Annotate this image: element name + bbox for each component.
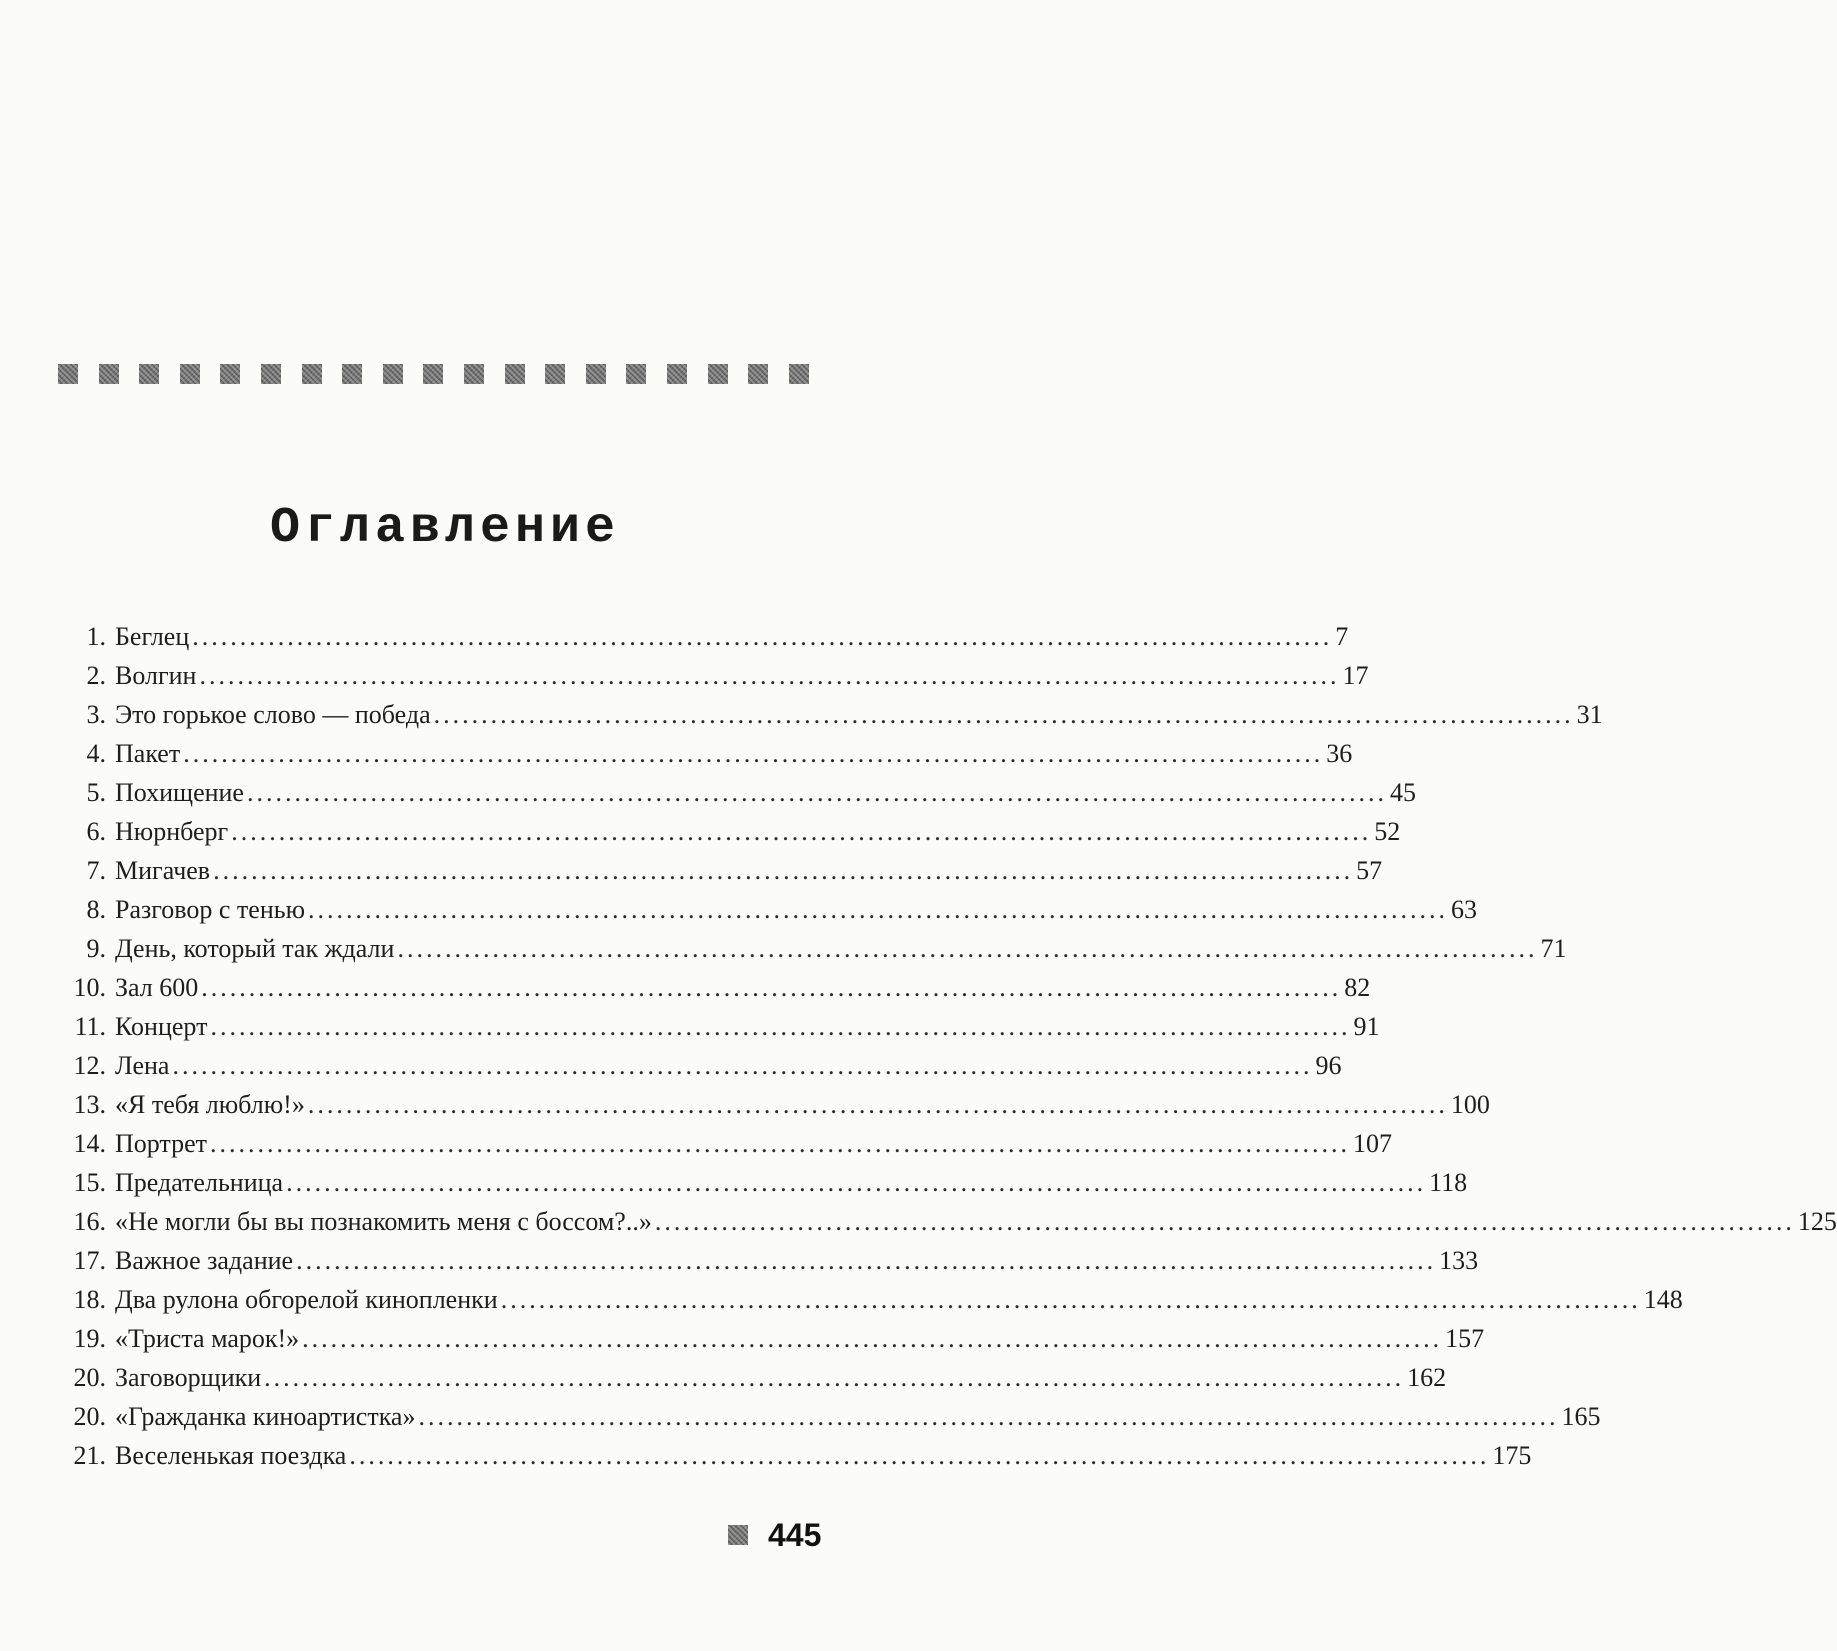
decorative-square-icon [383, 364, 403, 384]
dot-leader: ........................................................................................................................ [397, 934, 1538, 963]
chapter-title: День, который так ждали [115, 934, 395, 963]
chapter-number: 17. [73, 1246, 106, 1275]
toc-entry [62, 1163, 1468, 1202]
chapter-page: 125 [1797, 1207, 1837, 1236]
toc-entry [62, 1397, 1601, 1436]
chapter-page: 107 [1353, 1129, 1393, 1158]
chapter-number: 6. [86, 817, 106, 846]
chapter-number: 2. [86, 661, 106, 690]
chapter-title: Два рулона обгорелой кинопленки [115, 1285, 498, 1314]
dot-leader: ........................................................................................................................ [172, 1051, 1313, 1080]
decorative-square-icon [139, 364, 159, 384]
chapter-number: 14. [73, 1129, 106, 1158]
dot-leader: ........................................................................................................................ [246, 778, 1387, 807]
dot-leader: ........................................................................................................................ [349, 1441, 1490, 1470]
chapter-number: 20. [73, 1363, 106, 1392]
chapter-page: 133 [1439, 1246, 1479, 1275]
toc-entry [62, 929, 1567, 968]
toc-entry [62, 1280, 1683, 1319]
toc-entry [62, 1085, 1490, 1124]
chapter-title: Волгин [115, 661, 197, 690]
toc-entry [62, 617, 1349, 656]
chapter-title: «Гражданка киноартистка» [115, 1402, 416, 1431]
chapter-number: 16. [73, 1207, 106, 1236]
decorative-square-icon [667, 364, 687, 384]
chapter-page: 82 [1344, 973, 1371, 1002]
page-title: Оглавление [269, 500, 621, 557]
chapter-title: Это горькое слово — победа [115, 700, 431, 729]
decorative-square-icon [99, 364, 119, 384]
toc-entry [62, 1358, 1447, 1397]
decorative-square-icon [505, 364, 525, 384]
dot-leader: ........................................................................................................................ [296, 1246, 1437, 1275]
chapter-title: Мигачев [115, 856, 211, 885]
chapter-page: 100 [1450, 1090, 1490, 1119]
decorative-square-icon [423, 364, 443, 384]
chapter-number: 12. [73, 1051, 106, 1080]
dot-leader: ........................................................................................................................ [433, 700, 1574, 729]
dot-leader: ........................................................................................................................ [231, 817, 1372, 846]
page-number: 445 [768, 1516, 822, 1553]
chapter-number: 5. [86, 778, 106, 807]
dot-leader: ........................................................................................................................ [199, 661, 1340, 690]
chapter-page: 52 [1374, 817, 1401, 846]
dot-leader: ........................................................................................................................ [201, 973, 1342, 1002]
decorative-square-icon [708, 364, 728, 384]
dot-leader: ........................................................................................................................ [210, 1012, 1351, 1041]
chapter-title: Разговор с тенью [115, 895, 306, 924]
chapter-page: 71 [1540, 934, 1567, 963]
dot-leader: ........................................................................................................................ [264, 1363, 1405, 1392]
chapter-page: 45 [1389, 778, 1416, 807]
chapter-title: Концерт [115, 1012, 208, 1041]
decorative-square-icon [728, 1525, 748, 1545]
dot-leader: ........................................................................................................................ [307, 1090, 1448, 1119]
decorative-square-icon [58, 364, 78, 384]
chapter-title: Пакет [115, 739, 181, 768]
chapter-page: 148 [1643, 1285, 1683, 1314]
chapter-page: 63 [1451, 895, 1478, 924]
chapter-number: 3. [86, 700, 106, 729]
chapter-number: 13. [73, 1090, 106, 1119]
chapter-page: 7 [1335, 622, 1349, 651]
chapter-number: 15. [73, 1168, 106, 1197]
chapter-number: 9. [86, 934, 106, 963]
decorative-square-icon [464, 364, 484, 384]
toc-entry [62, 890, 1478, 929]
toc-entry [62, 656, 1369, 695]
chapter-page: 175 [1492, 1441, 1532, 1470]
dot-leader: ........................................................................................................................ [183, 739, 1324, 768]
chapter-title: Зал 600 [115, 973, 199, 1002]
decorative-square-icon [261, 364, 281, 384]
chapter-page: 36 [1326, 739, 1353, 768]
decorative-square-icon [342, 364, 362, 384]
toc-entry [62, 1202, 1837, 1241]
dot-leader: ........................................................................................................................ [500, 1285, 1641, 1314]
decorative-square-icon [545, 364, 565, 384]
chapter-page: 118 [1429, 1168, 1468, 1197]
chapter-page: 31 [1576, 700, 1603, 729]
toc-entry [62, 1124, 1393, 1163]
chapter-page: 165 [1561, 1402, 1601, 1431]
dot-leader: ........................................................................................................................ [213, 856, 1354, 885]
toc-entry [62, 734, 1353, 773]
decorative-square-icon [302, 364, 322, 384]
chapter-page: 96 [1315, 1051, 1342, 1080]
chapter-number: 20. [73, 1402, 106, 1431]
toc-entry [62, 851, 1383, 890]
chapter-page: 91 [1353, 1012, 1380, 1041]
chapter-page: 17 [1342, 661, 1369, 690]
chapter-title: «Я тебя люблю!» [115, 1090, 305, 1119]
decorative-square-icon [220, 364, 240, 384]
toc-entry [62, 695, 1603, 734]
table-of-contents [62, 617, 1837, 1475]
dot-leader: ........................................................................................................................ [286, 1168, 1427, 1197]
toc-entry [62, 1046, 1342, 1085]
dot-leader: ........................................................................................................................ [308, 895, 1449, 924]
chapter-number: 11. [74, 1012, 106, 1041]
chapter-title: Беглец [115, 622, 190, 651]
chapter-number: 7. [86, 856, 106, 885]
chapter-number: 1. [86, 622, 106, 651]
chapter-number: 8. [86, 895, 106, 924]
chapter-number: 21. [73, 1441, 106, 1470]
chapter-title: Веселенькая поездка [115, 1441, 347, 1470]
decorative-square-icon [748, 364, 768, 384]
chapter-title: Важное задание [115, 1246, 294, 1275]
chapter-title: «Триста марок!» [115, 1324, 300, 1353]
dot-leader: ........................................................................................................................ [192, 622, 1333, 651]
chapter-page: 162 [1407, 1363, 1447, 1392]
chapter-number: 18. [73, 1285, 106, 1314]
toc-entry [62, 1007, 1380, 1046]
decorative-square-icon [789, 364, 809, 384]
chapter-page: 157 [1445, 1324, 1485, 1353]
chapter-title: Заговорщики [115, 1363, 262, 1392]
chapter-number: 4. [86, 739, 106, 768]
chapter-number: 10. [73, 973, 106, 1002]
decorative-squares-row [58, 364, 852, 386]
chapter-title: Похищение [115, 778, 244, 807]
chapter-title: Портрет [115, 1129, 208, 1158]
toc-entry [62, 773, 1416, 812]
chapter-title: Нюрнберг [115, 817, 229, 846]
dot-leader: ........................................................................................................................ [654, 1207, 1795, 1236]
chapter-title: Лена [115, 1051, 170, 1080]
chapter-title: Предательница [115, 1168, 284, 1197]
decorative-square-icon [586, 364, 606, 384]
toc-entry [62, 812, 1401, 851]
decorative-square-icon [626, 364, 646, 384]
toc-entry [62, 968, 1371, 1007]
dot-leader: ........................................................................................................................ [302, 1324, 1443, 1353]
chapter-title: «Не могли бы вы познакомить меня с боссом?..» [115, 1207, 652, 1236]
dot-leader: ........................................................................................................................ [210, 1129, 1351, 1158]
page-footer [728, 1515, 821, 1555]
chapter-number: 19. [73, 1324, 106, 1353]
chapter-page: 57 [1356, 856, 1383, 885]
dot-leader: ........................................................................................................................ [418, 1402, 1559, 1431]
toc-entry [62, 1241, 1479, 1280]
toc-entry [62, 1436, 1532, 1475]
toc-entry [62, 1319, 1485, 1358]
decorative-square-icon [180, 364, 200, 384]
